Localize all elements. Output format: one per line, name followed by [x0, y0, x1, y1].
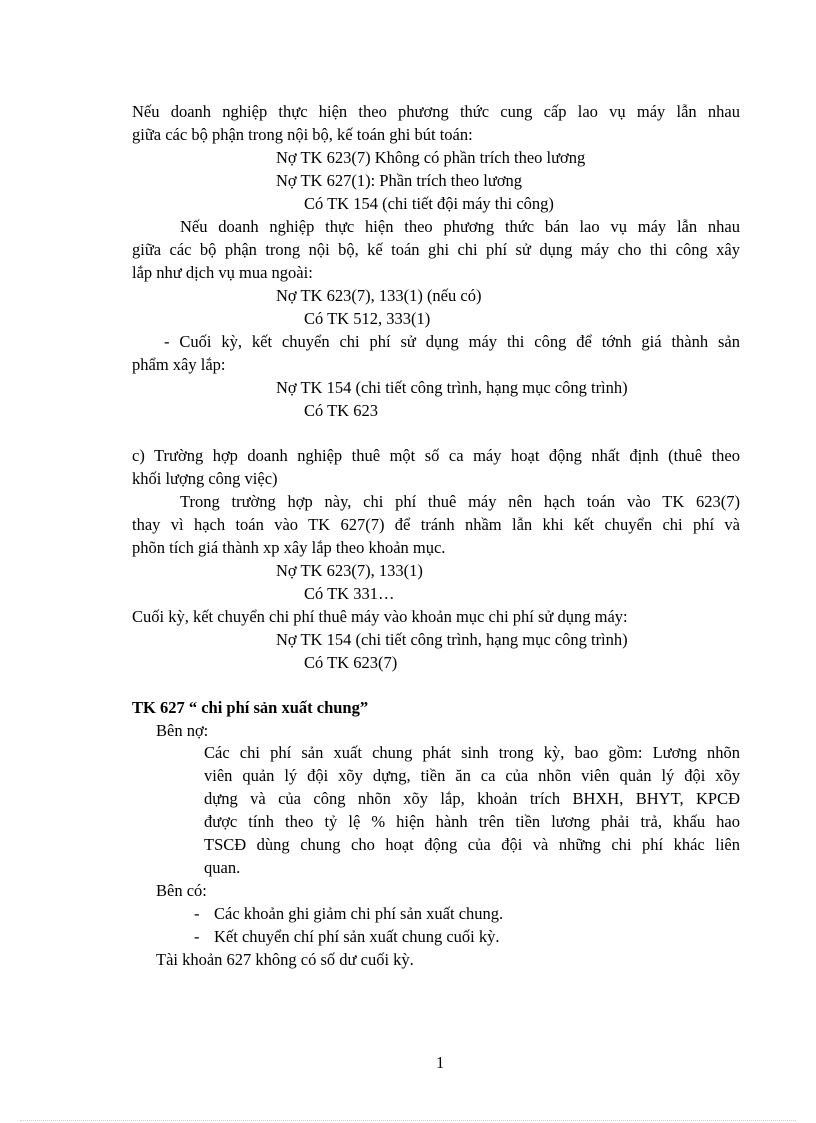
paragraph-line: phõn tích giá thành xp xây lắp theo khoản mục.: [132, 538, 446, 557]
list-item: Các khoản ghi giảm chi phí sản xuất chung.: [214, 904, 504, 923]
section-heading-line: khối lượng công việc): [132, 469, 278, 488]
paragraph-line: giữa các bộ phận trong nội bộ, kế toán ghi chi phí sử dụng máy cho thi công xây: [132, 240, 740, 259]
paragraph-line: lắp như dịch vụ mua ngoài:: [132, 263, 313, 282]
paragraph-line: phẩm xây lắp:: [132, 355, 226, 374]
paragraph-line: Trong trường hợp này, chi phí thuê máy nên hạch toán vào TK 623(7): [180, 492, 740, 511]
paragraph-line: được tính theo tỷ lệ % hiện hành trên tiền lương phải trả, khấu hao: [204, 812, 740, 831]
paragraph-line: thay vì hạch toán vào TK 627(7) để tránh nhầm lẫn khi kết chuyển chi phí và: [132, 515, 740, 534]
journal-credit: Có TK 623(7): [304, 653, 398, 672]
journal-debit: Nợ TK 623(7), 133(1) (nếu có): [276, 286, 482, 305]
paragraph-line: Cuối kỳ, kết chuyển chi phí thuê máy vào khoản mục chi phí sử dụng máy:: [132, 607, 628, 626]
journal-debit: Nợ TK 623(7), 133(1): [276, 561, 423, 580]
page-number: 1: [436, 1053, 445, 1072]
paragraph-line: - Cuối kỳ, kết chuyển chi phí sử dụng máy thi công để tớnh giá thành sản: [164, 332, 740, 351]
bullet-marker: -: [194, 927, 200, 946]
paragraph-line: giữa các bộ phận trong nội bộ, kế toán ghi bút toán:: [132, 125, 473, 144]
bullet-marker: -: [194, 904, 200, 923]
journal-debit: Nợ TK 627(1): Phần trích theo lương: [276, 171, 523, 190]
paragraph-line: Nếu doanh nghiệp thực hiện theo phương thức bán lao vụ máy lẫn nhau: [180, 217, 740, 236]
paragraph-line: Nếu doanh nghiệp thực hiện theo phương thức cung cấp lao vụ máy lẫn nhau: [132, 102, 740, 121]
section-heading-line: c) Trường hợp doanh nghiệp thuê một số ca máy hoạt động nhất định (thuê theo: [132, 446, 740, 465]
journal-credit: Có TK 512, 333(1): [304, 309, 431, 328]
debit-label: Bên nợ:: [156, 721, 209, 740]
journal-debit: Nợ TK 154 (chi tiết công trình, hạng mục công trình): [276, 378, 628, 397]
paragraph-line: TSCĐ dùng chung cho hoạt động của đội và những chi phí khác liên: [204, 835, 740, 854]
credit-label: Bên có:: [156, 881, 207, 900]
list-item: Kết chuyển chí phí sản xuất chung cuối kỳ.: [214, 927, 500, 946]
paragraph-line: quan.: [204, 858, 241, 877]
journal-debit: Nợ TK 154 (chi tiết công trình, hạng mục công trình): [276, 630, 628, 649]
journal-credit: Có TK 331…: [304, 584, 395, 603]
journal-debit: Nợ TK 623(7) Không có phần trích theo lương: [276, 148, 586, 167]
paragraph-line: Các chi phí sản xuất chung phát sinh trong kỳ, bao gồm: Lương nhõn: [204, 743, 740, 762]
closing-note: Tài khoản 627 không có số dư cuối kỳ.: [156, 950, 414, 969]
section-heading: TK 627 “ chi phí sản xuất chung”: [132, 698, 369, 717]
journal-credit: Có TK 154 (chi tiết đội máy thi công): [304, 194, 554, 213]
page-bottom-divider: [20, 1120, 796, 1121]
paragraph-line: dựng và của công nhõn xõy lắp, khoản trích BHXH, BHYT, KPCĐ: [204, 789, 740, 808]
paragraph-line: viên quản lý đội xõy dựng, tiền ăn ca của nhõn viên quản lý đội xõy: [204, 766, 740, 785]
journal-credit: Có TK 623: [304, 401, 378, 420]
